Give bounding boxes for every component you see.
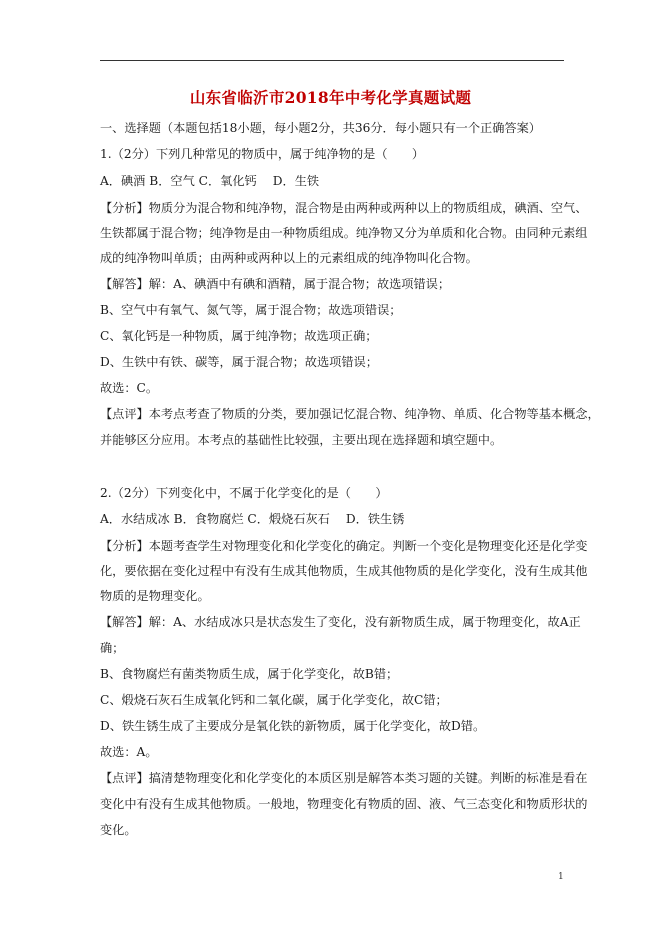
q2-analysis-line: 【分析】本题考查学生对物理变化和化学变化的确定。判断一个变化是物理变化还是化学变 (100, 539, 588, 553)
q2-solution-line: C、煅烧石灰石生成氧化钙和二氧化碳，属于化学变化，故C错； (100, 693, 448, 707)
q1-comment-line: 【点评】本考点考查了物质的分类，要加强记忆混合物、纯净物、单质、化合物等基本概念， (100, 407, 600, 421)
q1-solution-line: C、氧化钙是一种物质，属于纯净物；故选项正确； (100, 329, 378, 343)
q2-solution-line: D、铁生锈生成了主要成分是氧化铁的新物质，属于化学变化，故D错。 (100, 719, 486, 733)
q1-analysis-line: 成的纯净物叫单质；由两种或两种以上的元素组成的纯净物叫化合物。 (100, 251, 478, 265)
q1-analysis-line: 生铁都属于混合物；纯净物是由一种物质组成。纯净物又分为单质和化合物。由同种元素组 (100, 226, 588, 240)
q2-stem: 2.（2分）下列变化中，不属于化学变化的是（ ） (100, 486, 388, 500)
q2-solution-line: 确； (100, 641, 125, 655)
q1-solution-line: D、生铁中有铁、碳等，属于混合物；故选项错误； (100, 355, 378, 369)
header-rule (100, 60, 564, 61)
q1-solution-line: 【解答】解：A、碘酒中有碘和酒精，属于混合物；故选项错误； (100, 277, 451, 291)
q2-solution-line: B、食物腐烂有菌类物质生成，属于化学变化，故B错； (100, 667, 399, 681)
q1-answer: 故选：C。 (100, 381, 159, 395)
q1-stem: 1.（2分）下列几种常见的物质中，属于纯净物的是（ ） (100, 147, 425, 161)
page-number: 1 (558, 872, 564, 882)
q2-solution-line: 【解答】解：A、水结成冰只是状态发生了变化，没有新物质生成，属于物理变化，故A正 (100, 615, 581, 629)
q1-comment-line: 并能够区分应用。本考点的基础性比较强，主要出现在选择题和填空题中。 (100, 433, 503, 447)
section-heading: 一、选择题（本题包括18小题，每小题2分，共36分．每小题只有一个正确答案） (100, 121, 541, 135)
q1-options: A．碘酒 B．空气 C．氧化钙 D．生铁 (100, 174, 320, 188)
page-title: 山东省临沂市2018年中考化学真题试题 (189, 88, 472, 107)
q2-comment-line: 【点评】搞清楚物理变化和化学变化的本质区别是解答本类习题的关键。判断的标准是看在 (100, 771, 588, 785)
q2-analysis-line: 化，要依据在变化过程中有没有生成其他物质，生成其他物质的是化学变化，没有生成其他 (100, 564, 588, 578)
q2-comment-line: 变化中有没有生成其他物质。一般地，物理变化有物质的固、液、气三态变化和物质形状的 (100, 797, 588, 811)
q2-analysis-line: 物质的是物理变化。 (100, 589, 210, 603)
q2-options: A．水结成冰 B．食物腐烂 C．煅烧石灰石 D．铁生锈 (100, 512, 405, 526)
q2-answer: 故选：A。 (100, 745, 158, 759)
q1-solution-line: B、空气中有氧气、氮气等，属于混合物；故选项错误； (100, 303, 402, 317)
q2-comment-line: 变化。 (100, 823, 137, 837)
q1-analysis-line: 【分析】物质分为混合物和纯净物，混合物是由两种或两种以上的物质组成，碘酒、空气、 (100, 201, 588, 215)
